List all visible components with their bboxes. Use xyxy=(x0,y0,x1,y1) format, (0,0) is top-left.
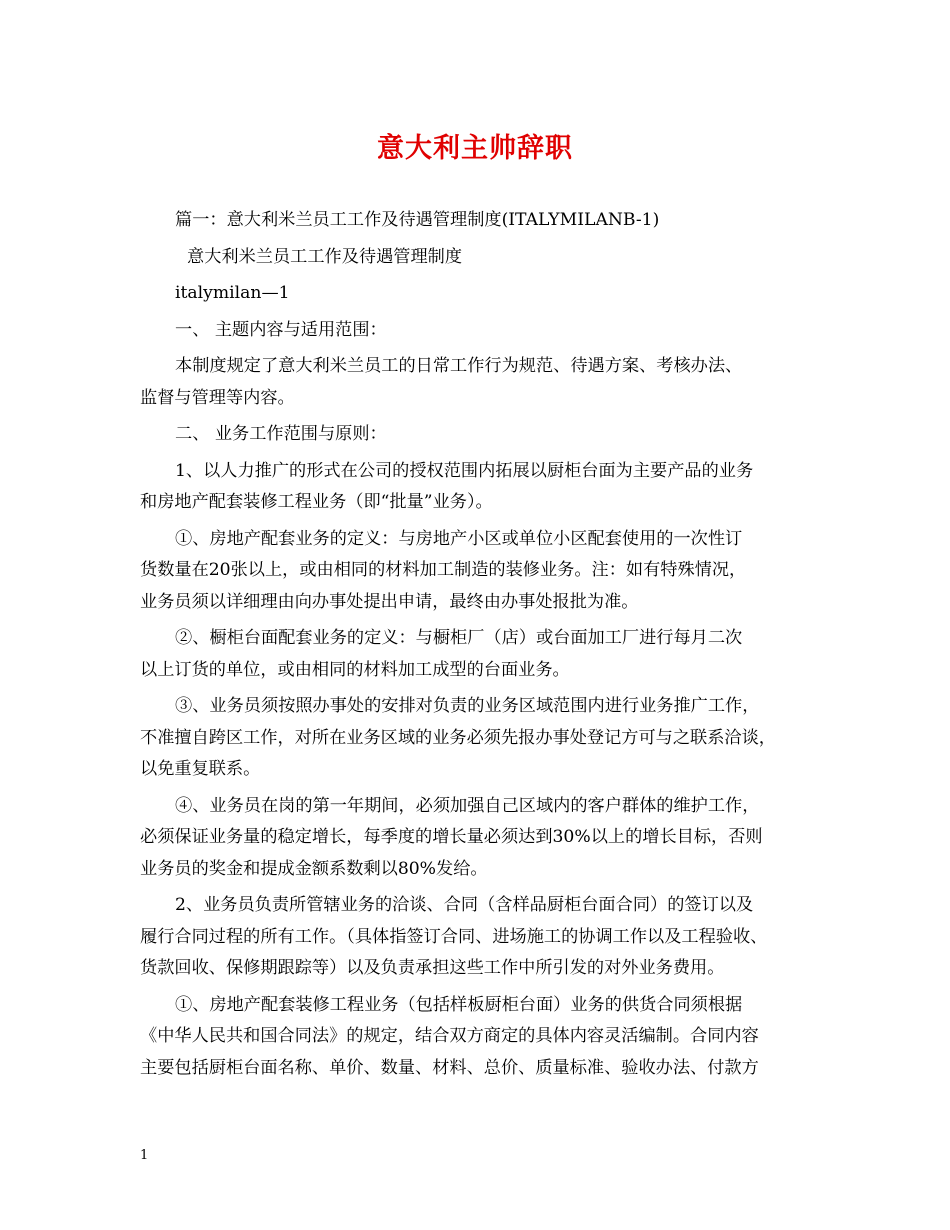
document-title: 意大利主帅辞职 xyxy=(377,133,573,164)
page-number: 1 xyxy=(140,1148,149,1163)
text-line: 必须保证业务量的稳定增长，每季度的增长量必须达到30%以上的增长目标，否则 xyxy=(140,827,763,847)
text-line: 货款回收、保修期跟踪等）以及负责承担这些工作中所引发的对外业务费用。 xyxy=(140,958,725,978)
text-line: 二、 业务工作范围与原则： xyxy=(175,424,387,444)
text-line: italymilan—1 xyxy=(175,283,290,303)
text-line: 和房地产配套装修工程业务（即“批量”业务）。 xyxy=(140,492,493,512)
text-line: 篇一：意大利米兰员工工作及待遇管理制度(ITALYMILANB-1) xyxy=(175,210,660,230)
text-line: 业务员的奖金和提成金额系数剩以80%发给。 xyxy=(140,858,488,879)
document-body xyxy=(140,205,820,1084)
text-line: 《中华人民共和国合同法》的规定，结合双方商定的具体内容灵活编制。合同内容 xyxy=(140,1026,759,1046)
text-line: 货数量在20张以上，或由相同的材料加工制造的装修业务。注：如有特殊情况， xyxy=(140,560,747,580)
text-line: ④、业务员在岗的第一年期间，必须加强自己区域内的客户群体的维护工作， xyxy=(175,795,760,816)
text-line: 本制度规定了意大利米兰员工的日常工作行为规范、待遇方案、考核办法、 xyxy=(175,356,743,376)
text-line: ②、橱柜台面配套业务的定义：与橱柜厂（店）或台面加工厂进行每月二次 xyxy=(175,628,743,648)
text-line: 2、业务员负责所管辖业务的洽谈、合同（含样品厨柜台面合同）的签订以及 xyxy=(175,895,754,915)
text-line: 意大利米兰员工工作及待遇管理制度 xyxy=(187,246,463,267)
text-line: 履行合同过程的所有工作。（具体指签订合同、进场施工的协调工作以及工程验收、 xyxy=(140,926,768,947)
text-line: 主要包括厨柜台面名称、单价、数量、材料、总价、质量标准、验收办法、付款方 xyxy=(140,1057,759,1078)
text-line: 不准擅自跨区工作，对所在业务区域的业务必须先报办事处登记方可与之联系洽谈， xyxy=(140,727,776,748)
text-line: 业务员须以详细理由向办事处提出申请，最终由办事处报批为准。 xyxy=(140,591,639,612)
text-line: 一、 主题内容与适用范围： xyxy=(175,319,387,340)
text-line: 以免重复联系。 xyxy=(140,759,261,779)
text-line: ①、房地产配套装修工程业务（包括样板厨柜台面）业务的供货合同须根据 xyxy=(175,994,743,1015)
text-line: ③、业务员须按照办事处的安排对负责的业务区域范围内进行业务推广工作， xyxy=(175,696,760,716)
text-line: 监督与管理等内容。 xyxy=(140,387,295,408)
text-line: 以上订货的单位，或由相同的材料加工成型的台面业务。 xyxy=(140,659,570,680)
text-line: ①、房地产配套业务的定义：与房地产小区或单位小区配套使用的一次性订 xyxy=(175,528,743,549)
text-line: 1、以人力推广的形式在公司的授权范围内拓展以厨柜台面为主要产品的业务 xyxy=(175,460,754,481)
